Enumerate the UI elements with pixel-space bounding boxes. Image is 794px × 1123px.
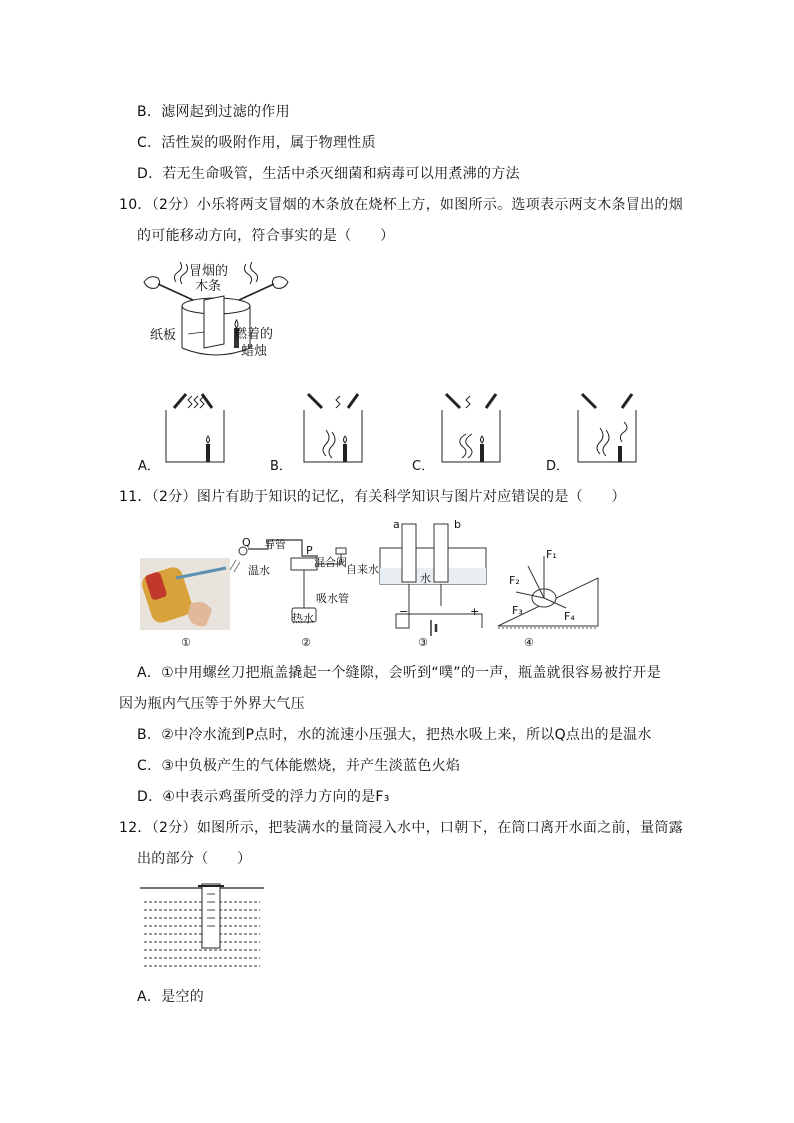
q11-figures — [136, 518, 736, 653]
q11-fig2-zilaishui: 自来水 — [346, 563, 379, 576]
q9-option-c: C．活性炭的吸附作用，属于物理性质 — [137, 135, 376, 151]
q11-fig3-b: b — [454, 518, 461, 531]
q11-option-b: B．②中冷水流到P点时，水的流速小压强大，把热水吸上来，所以Q点出的是温水 — [137, 727, 652, 743]
q11-fig2-p: P — [306, 544, 313, 557]
q11-fig-3-number: ③ — [418, 636, 428, 649]
q11-option-a-line2: 因为瓶内气压等于外界大气压 — [119, 696, 305, 712]
q10-choice-b-label: B． — [270, 459, 292, 474]
q11-fig3-minus: − — [399, 605, 409, 618]
q10-label-candle-1: 燃着的 — [234, 327, 274, 342]
q9-option-b: B．滤网起到过滤的作用 — [137, 104, 290, 120]
q12-option-a: A．是空的 — [137, 989, 205, 1005]
q11-fig4-f1: F₁ — [546, 548, 557, 561]
q10-choice-d-beaker — [578, 394, 636, 462]
q12-stem-line2: 出的部分（ ） — [137, 851, 252, 867]
q10-choice-c-beaker — [442, 394, 500, 462]
q11-fig2-xishuiguan: 吸水管 — [316, 592, 349, 605]
q11-fig4-f4: F₄ — [564, 610, 575, 623]
q10-choice-a-beaker — [166, 394, 224, 462]
q10-choice-d-label: D． — [546, 459, 570, 474]
q10-label-candle-2: 蜡烛 — [241, 344, 268, 359]
q11-fig3-a: a — [393, 518, 400, 531]
q11-stem: 11．（2分）图片有助于知识的记忆，有关科学知识与图片对应错误的是（ ） — [119, 489, 626, 505]
q10-main-figure — [138, 260, 298, 360]
q11-fig2-reshui: 热水 — [292, 612, 314, 625]
q11-fig3-water: 水 — [420, 572, 431, 585]
q10-stem-line2: 的可能移动方向，符合事实的是（ ） — [137, 228, 395, 244]
q11-option-a-line1: A．①中用螺丝刀把瓶盖撬起一个缝隙，会听到“噗”的一声，瓶盖就很容易被拧开是 — [137, 665, 662, 681]
q12-figure — [140, 880, 264, 972]
q11-fig-1-number: ① — [181, 636, 191, 649]
q11-fig2-wenshui: 温水 — [248, 564, 270, 577]
q10-choice-c-label: C． — [412, 459, 435, 474]
q11-fig2-q: Q — [242, 536, 251, 549]
q12-stem-line1: 12．（2分）如图所示，把装满水的量筒浸入水中，口朝下，在筒口离开水面之前，量筒露 — [119, 820, 684, 836]
q11-fig-4-number: ④ — [524, 636, 534, 649]
q11-fig4-f2: F₂ — [509, 574, 520, 587]
q10-stem-line1: 10．（2分）小乐将两支冒烟的木条放在烧杯上方，如图所示。选项表示两支木条冒出的烟 — [119, 197, 684, 213]
q10-choice-b-beaker — [304, 394, 362, 462]
q11-option-c: C．③中负极产生的气体能燃烧，并产生淡蓝色火焰 — [137, 758, 461, 774]
q10-label-board: 纸板 — [150, 328, 177, 343]
q10-choice-a-label: A． — [138, 459, 160, 474]
q9-option-d: D．若无生命吸管，生活中杀灭细菌和病毒可以用煮沸的方法 — [137, 166, 520, 182]
q11-fig-2-number: ② — [301, 636, 311, 649]
q10-label-smoke-1: 冒烟的 — [189, 264, 229, 279]
q11-fig4-f3: F₃ — [512, 604, 523, 617]
q10-label-smoke-2: 木条 — [195, 279, 222, 294]
q11-fig2-hunhefa: 混合阀 — [314, 556, 347, 569]
q11-fig2-daoguan: 导管 — [264, 538, 286, 551]
q11-option-d: D．④中表示鸡蛋所受的浮力方向的是F₃ — [137, 789, 390, 805]
q10-choices — [136, 386, 736, 476]
q11-fig3-plus: + — [470, 605, 480, 618]
